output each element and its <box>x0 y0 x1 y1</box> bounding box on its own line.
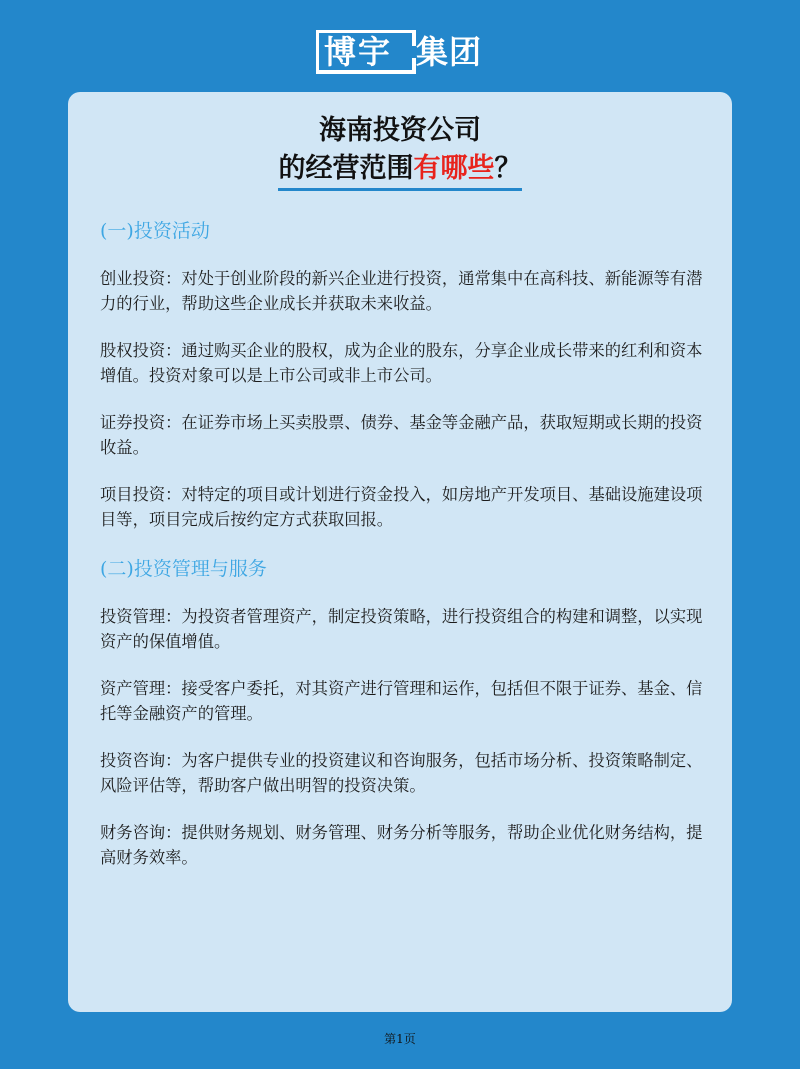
title-line-2-suffix: ？ <box>494 153 522 184</box>
section-heading-investment-activities: (一)投资活动 <box>100 220 210 242</box>
paragraph-asset-management: 资产管理：接受客户委托，对其资产进行管理和运作，包括但不限于证券、基金、信托等金融资产的管理。 <box>100 679 703 723</box>
paragraph-investment-management: 投资管理：为投资者管理资产，制定投资策略，进行投资组合的构建和调整，以实现资产的保值增值。 <box>100 607 703 651</box>
logo-text-primary: 博宇 <box>324 33 393 71</box>
title-line-2 <box>68 150 732 188</box>
paragraph-equity-investment: 股权投资：通过购买企业的股权，成为企业的股东，分享企业成长带来的红利和资本增值。投资对象可以是上市公司或非上市公司。 <box>100 341 703 385</box>
title-line-2-prefix: 的经营范围 <box>278 153 414 184</box>
paragraph-securities-investment: 证券投资：在证券市场上买卖股票、债券、基金等金融产品，获取短期或长期的投资收益。 <box>100 413 703 457</box>
page-title <box>68 112 732 188</box>
logo-text-secondary: 集团 <box>416 33 483 71</box>
paragraph-project-investment: 项目投资：对特定的项目或计划进行资金投入，如房地产开发项目、基础设施建设项目等，项目完成后按约定方式获取回报。 <box>100 485 703 529</box>
title-accent: 有哪些 <box>413 153 495 184</box>
article-body <box>100 216 706 892</box>
title-underline <box>278 188 522 191</box>
paragraph-venture-investment: 创业投资：对处于创业阶段的新兴企业进行投资，通常集中在高科技、新能源等有潜力的行业，帮助这些企业成长并获取未来收益。 <box>100 269 703 313</box>
section-heading-management-services: (二)投资管理与服务 <box>100 558 267 580</box>
brand-logo <box>316 30 492 76</box>
title-line-1: 海南投资公司 <box>319 115 481 146</box>
page-number: 第1页 <box>384 1032 416 1046</box>
content-card <box>68 92 732 1012</box>
paragraph-investment-consulting: 投资咨询：为客户提供专业的投资建议和咨询服务，包括市场分析、投资策略制定、风险评估等，帮助客户做出明智的投资决策。 <box>100 751 703 795</box>
paragraph-financial-consulting: 财务咨询：提供财务规划、财务管理、财务分析等服务，帮助企业优化财务结构，提高财务效率。 <box>100 823 703 867</box>
